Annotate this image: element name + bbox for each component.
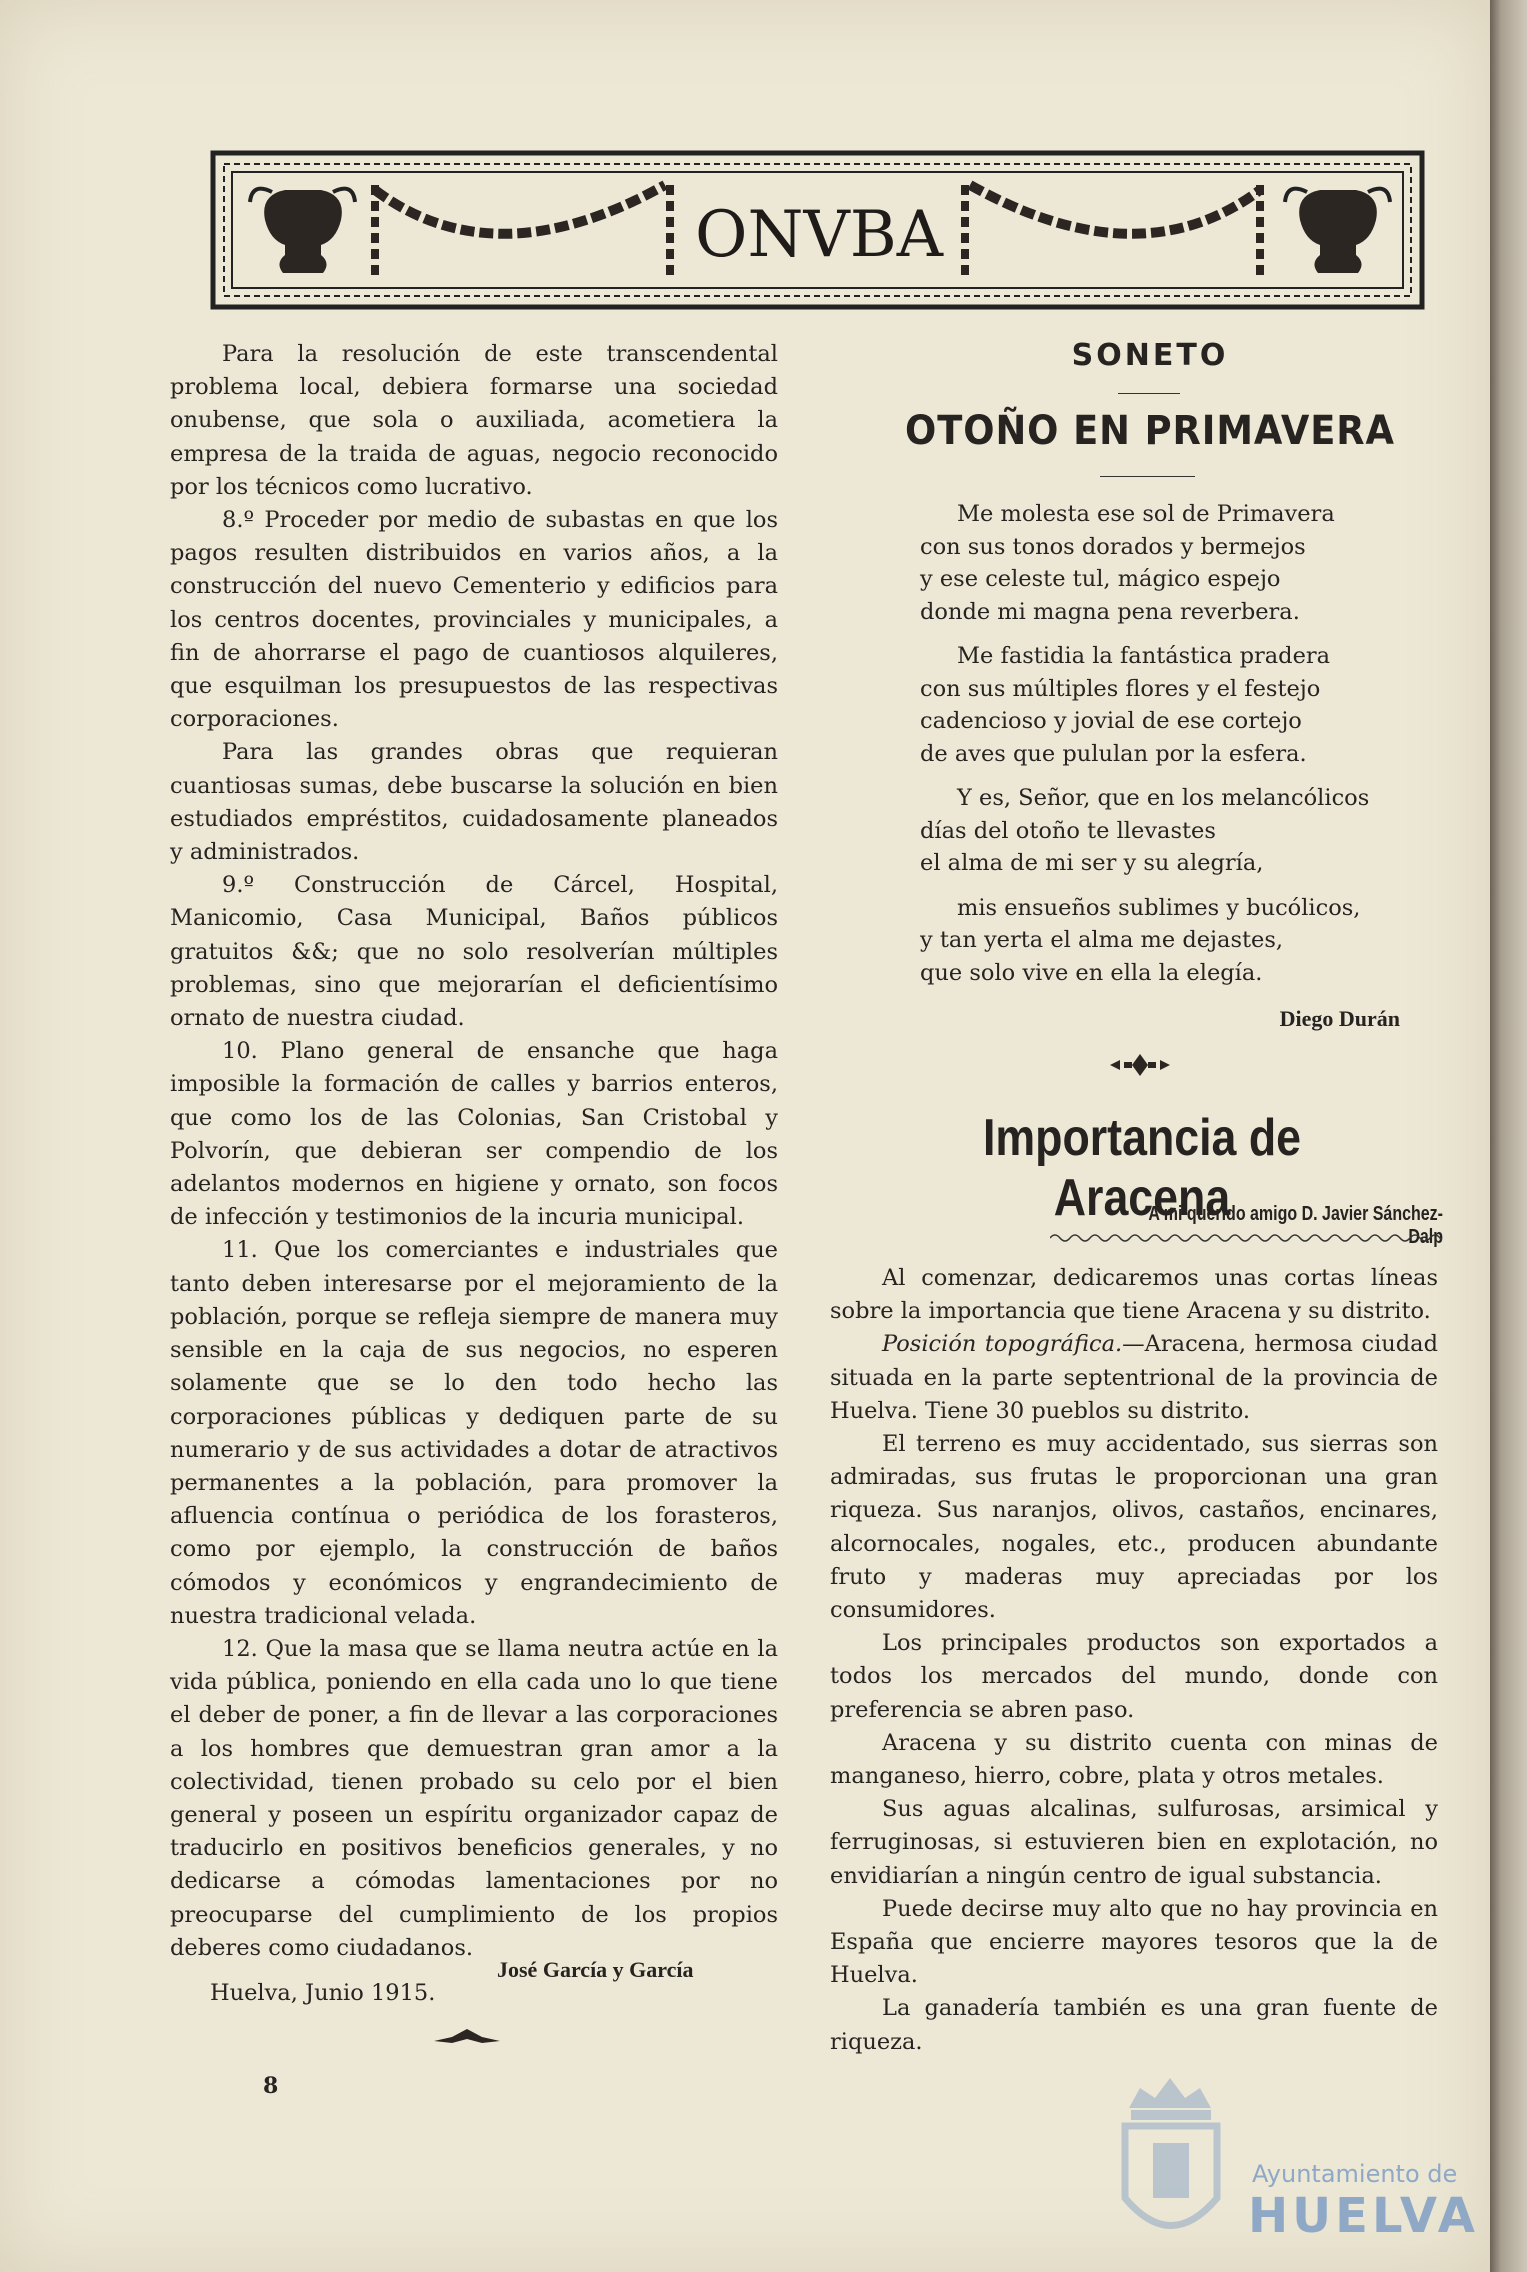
verse: y ese celeste tul, mágico espejo — [920, 566, 1281, 592]
ornament-icon — [432, 2025, 502, 2047]
paragraph: 11. Que los comerciantes e industriales que tanto deben interesarse por el mejoramiento de la población, porque se refleja siempre de manera muy sensible en la caja de sus negocios, no esperen solamente que se lo den todo hecho las corporaciones públicas y dediquen parte de su numerario y de sus actividades a dotar de atractivos permanentes a la población, para promover la afluencia contínua o periódica de los forasteros, como por ejemplo, la construcción de baños cómodos y económicos y engrandecimiento de nuestra tradicional velada. — [170, 1237, 778, 1629]
paragraph — [830, 1262, 1438, 1328]
paragraph: Para las grandes obras que requieran cuantiosas sumas, debe buscarse la solución en bien estudiados empréstitos, cuidadosamente planeados y administrados. — [170, 739, 778, 866]
paragraph-text: Al comenzar, dedicaremos unas cortas líneas sobre la importancia que tiene Aracena y su distrito. — [830, 1265, 1438, 1325]
verse: mis ensueños sublimes y bucólicos, — [957, 894, 1361, 921]
article-body — [830, 1262, 1438, 2059]
poem-title: OTOÑO EN PRIMAVERA — [905, 408, 1395, 454]
verse: y tan yerta el alma me dejastes, — [920, 927, 1284, 953]
left-column-article — [170, 338, 778, 1965]
paragraph — [830, 1727, 1438, 1793]
divider — [1100, 476, 1195, 477]
verse: con sus tonos dorados y bermejos — [920, 533, 1306, 560]
divider — [1118, 393, 1180, 394]
verse: Y es, Señor, que en los melancólicos — [957, 785, 1370, 811]
section-lead: Posición topográfica. — [882, 1331, 1123, 1358]
poem-label: SONETO — [1071, 338, 1229, 373]
poem-body — [920, 498, 1420, 1001]
paragraph-text: La ganadería también es una gran fuente de riqueza. — [830, 1995, 1438, 2055]
article-dedication: A mi querido amigo D. Javier Sánchez-Dalp — [1148, 1203, 1443, 1248]
ornament-icon — [1108, 1052, 1172, 1078]
paragraph: 9.º Construcción de Cárcel, Hospital, Manicomio, Casa Municipal, Baños públicos gratuitos &&; que no solo resolverían múltiples problemas, sino que mejorarían el deficientísimo ornato de nuestra ciudad. — [170, 872, 778, 1032]
verse: de aves que pululan por la esfera. — [920, 740, 1307, 767]
paragraph — [830, 1893, 1438, 1993]
stanza — [920, 640, 1420, 770]
watermark-line2: HUELVA — [1248, 2188, 1479, 2244]
masthead-banner — [210, 150, 1425, 310]
paragraph: 8.º Proceder por medio de subastas en que los pagos resulten distribuidos en varios años, a la construcción del nuevo Cementerio y edificios para los centros docentes, provinciales y municipales, a fin de ahorrarse el pago de cuantiosos alquileres, que esquilman los presupuestos de las respectivas corporaciones. — [170, 507, 778, 733]
verse: días del otoño te llevastes — [920, 817, 1216, 844]
verse: el alma de mi ser y su alegría, — [920, 850, 1264, 876]
paragraph-text: Aracena y su distrito cuenta con minas de manganeso, hierro, cobre, plata y otros metales. — [830, 1729, 1438, 1790]
paragraph: 10. Plano general de ensanche que haga imposible la formación de calles y barrios enteros, que como los de las Colonias, San Cristobal y Polvorín, que debieran ser compendio de los adelantos modernos en higiene y ornato, son focos de infección y testimonios de la incuria municipal. — [170, 1038, 778, 1231]
urn-icon-left — [250, 189, 355, 273]
stanza — [920, 892, 1420, 990]
place-date: Huelva, Junio 1915. — [210, 1980, 436, 2006]
banner-title: ONVBA — [695, 198, 943, 272]
paragraph — [830, 1992, 1438, 2058]
paragraph — [830, 1428, 1438, 1627]
stanza — [920, 782, 1420, 880]
paragraph: 12. Que la masa que se llama neutra actúe en la vida pública, poniendo en ella cada uno lo que tiene el deber de poner, a fin de llevar a las corporaciones a los hombres que demuestran gran amor a la colectividad, tienen probado su celo por el bien general y poseen un espíritu organizador capaz de traducirlo en positivos beneficios generales, y no dedicarse a cómodas lamentaciones por no preocuparse del cumplimiento de los propios deberes como ciudadanos. — [170, 1635, 778, 1961]
paragraph-text: —Aracena, hermosa ciudad situada en la parte septentrional de la provincia de Huelva. Tiene 30 pueblos su distrito. — [830, 1331, 1438, 1424]
paragraph — [830, 1328, 1438, 1428]
verse: Me molesta ese sol de Primavera — [957, 501, 1335, 527]
author-signature: José García y García — [497, 1957, 694, 1982]
paragraph-text: Sus aguas alcalinas, sulfurosas, arsimical y ferruginosas, si estuvieren bien en explotación, no envidiarían a ningún centro de igual substancia. — [830, 1796, 1438, 1889]
verse: donde mi magna pena reverbera. — [920, 598, 1300, 625]
verse: cadencioso y jovial de ese cortejo — [920, 708, 1302, 734]
poem-author: Diego Durán — [1279, 1006, 1400, 1031]
paragraph-text: El terreno es muy accidentado, sus sierras son admiradas, sus frutas le proporcionan una gran riqueza. Sus naranjos, olivos, castaños, encinares, alcornocales, nogales, etc., producen abundante fruto y maderas muy apreciadas por los consumidores. — [830, 1431, 1438, 1624]
page-edge — [1490, 0, 1527, 2272]
watermark-line1: Ayuntamiento de — [1252, 2160, 1458, 2188]
paragraph — [830, 1793, 1438, 1893]
verse: Me fastidia la fantástica pradera — [957, 643, 1331, 669]
paragraph — [830, 1627, 1438, 1727]
verse: con sus múltiples flores y el festejo — [920, 675, 1321, 702]
article-title: Importancia de Aracena — [982, 1109, 1302, 1227]
page-number: 8 — [263, 2073, 279, 2099]
paragraph-text: Puede decirse muy alto que no hay provincia en España que encierre mayores tesoros que la de Huelva. — [830, 1895, 1438, 1989]
paragraph: Para la resolución de este transcendental problema local, debiera formarse una sociedad onubense, que sola o auxiliada, acometiera la empresa de la traida de aguas, negocio reconocido por los técnicos como lucrativo. — [170, 341, 778, 500]
urn-icon-right — [1285, 189, 1390, 273]
stanza — [920, 498, 1420, 628]
wavy-divider — [1050, 1232, 1442, 1244]
paragraph-text: Los principales productos son exportados a todos los mercados del mundo, donde con preferencia se abren paso. — [830, 1630, 1438, 1723]
verse: que solo vive en ella la elegía. — [920, 959, 1263, 986]
